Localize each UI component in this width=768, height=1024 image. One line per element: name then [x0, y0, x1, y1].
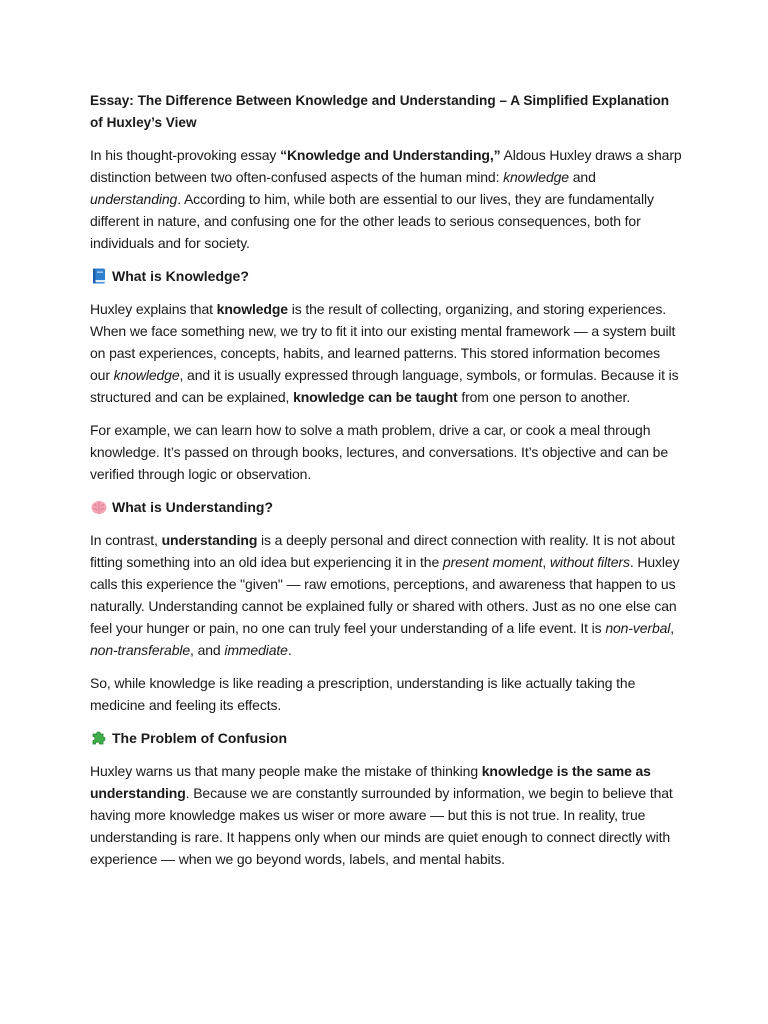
- body-text: In contrast,: [90, 532, 162, 548]
- body-text: , and it is usually expressed through language, symbols, or formulas. Because it is structured and can be explained,: [90, 367, 679, 405]
- intro-text: and: [568, 169, 596, 185]
- intro-text: . According to him, while both are essential to our lives, they are fundamentally different in nature, and confusing one for the other leads to serious consequences, both for individuals and for society.: [90, 191, 654, 251]
- italic-text: knowledge: [113, 367, 180, 383]
- bold-text: knowledge: [216, 301, 288, 317]
- blue-book-icon: [90, 267, 108, 285]
- understanding-paragraph-2: So, while knowledge is like reading a prescription, understanding is like actually taking the medicine and feeling its effects.: [90, 675, 636, 713]
- body-text: from one person to another.: [457, 389, 631, 405]
- section-heading-understanding: [90, 496, 682, 518]
- essay-name-bold: “Knowledge and Understanding,”: [280, 147, 501, 163]
- body-text: ,: [542, 554, 550, 570]
- confusion-paragraph-1: [90, 760, 682, 870]
- bold-text: knowledge is the same as understanding: [90, 763, 651, 801]
- body-text: is the result of collecting, organizing, and storing experiences. When we face something new, we try to fit it into our existing mental framework — a system built on past experiences, concepts, habits, and learned patterns. This stored information becomes our: [90, 301, 676, 383]
- understanding-italic: understanding: [90, 191, 178, 207]
- section-heading-text: The Problem of Confusion: [112, 730, 287, 746]
- knowledge-paragraph-1: [90, 298, 682, 408]
- section-heading-knowledge: [90, 265, 682, 287]
- understanding-paragraph-1: [90, 529, 682, 661]
- body-text: is a deeply personal and direct connection with reality. It is not about fitting something into an old idea but experiencing it in the: [90, 532, 675, 570]
- essay-title: Essay: The Difference Between Knowledge and Understanding – A Simplified Explanation of Huxley’s View: [90, 93, 670, 130]
- body-text: ,: [670, 620, 675, 636]
- italic-text: without filters: [549, 554, 630, 570]
- bold-text: understanding: [161, 532, 258, 548]
- section-heading-text: What is Knowledge?: [112, 268, 249, 284]
- body-text: , and: [190, 642, 225, 658]
- body-text: Huxley warns us that many people make the mistake of thinking: [90, 763, 482, 779]
- bold-text: knowledge can be taught: [293, 389, 458, 405]
- knowledge-italic: knowledge: [503, 169, 569, 185]
- body-text: . Because we are constantly surrounded by information, we begin to believe that having more knowledge makes us wiser or more aware — but this is not true. In reality, true understanding is rare. It happens only when our minds are quiet enough to connect directly with experience — when we go beyond words, labels, and mental habits.: [90, 785, 673, 867]
- italic-text: immediate: [224, 642, 288, 658]
- puzzle-piece-icon: [90, 729, 108, 747]
- body-text: . Huxley calls this experience the "given" — raw emotions, perceptions, and awareness that happen to us naturally. Understanding cannot be explained fully or shared with others. Just as no one else can feel your hunger or pain, no one can truly feel your understanding of a life event. It is: [90, 554, 680, 636]
- intro-paragraph: [90, 144, 682, 254]
- document-page: [90, 90, 682, 881]
- body-text: .: [287, 642, 292, 658]
- italic-text: non-verbal: [605, 620, 671, 636]
- section-heading-text: What is Understanding?: [112, 499, 273, 515]
- section-heading-confusion: [90, 727, 682, 749]
- italic-text: non-transferable: [90, 642, 191, 658]
- intro-text: Aldous Huxley draws a sharp distinction between two often-confused aspects of the human mind:: [90, 147, 682, 185]
- knowledge-paragraph-2: For example, we can learn how to solve a math problem, drive a car, or cook a meal through knowledge. It’s passed on through books, lectures, and conversations. It’s objective and can be verified through logic or observation.: [90, 422, 669, 482]
- body-text: Huxley explains that: [90, 301, 217, 317]
- brain-icon: [90, 498, 108, 516]
- italic-text: present moment: [442, 554, 543, 570]
- intro-text: In his thought-provoking essay: [90, 147, 281, 163]
